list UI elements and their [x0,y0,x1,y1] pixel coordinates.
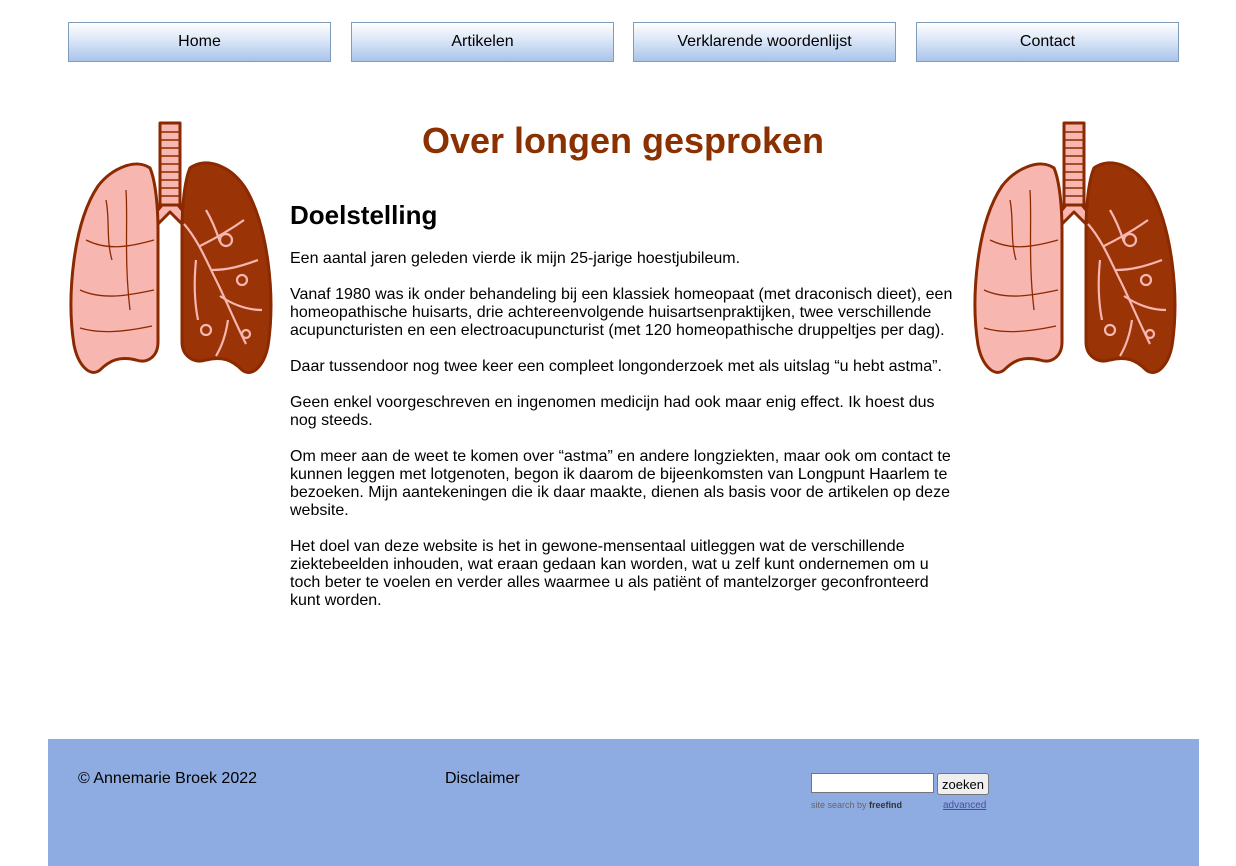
main-content [290,200,958,628]
copyright-text: © Annemarie Broek 2022 [78,770,258,787]
freefind-brand[interactable]: freefind [869,800,903,810]
paragraph-6: Het doel van deze website is het in gewone-mensentaal uitleggen wat de verschillende ziektebeelden inhouden, wat eraan gedaan kan worden, wat u zelf kunt ondernemen om u toch beter te voelen en verder alles waarmee u als patiënt of mantelzorger geconfronteerd kunt worden. [290,538,929,609]
section-heading: Doelstelling [290,200,438,230]
paragraph-4: Geen enkel voorgeschreven en ingenomen medicijn had ook maar enig effect. Ik hoest dus nog steeds. [290,394,935,429]
freefind-note-prefix: site search by [811,800,867,810]
advanced-search-link[interactable]: advanced [943,800,987,811]
lungs-image-right [970,120,1178,382]
page-title: Over longen gesproken [421,120,825,161]
search-input[interactable] [811,773,934,793]
paragraph-2: Vanaf 1980 was ik onder behandeling bij een klassiek homeopaat (met draconisch dieet), een homeopathische huisarts, drie achtereenvolgende huisartsenpraktijken, twee verschillende acupuncturisten en een electroacupuncturist (met 120 homeopathische druppeltjes per dag). [290,286,953,339]
main-nav [68,22,1179,62]
nav-contact[interactable]: Contact [916,22,1179,62]
nav-home[interactable]: Home [68,22,331,62]
nav-artikelen[interactable]: Artikelen [351,22,614,62]
footer [48,739,1199,866]
paragraph-5: Om meer aan de weet te komen over “astma” en andere longziekten, maar ook om contact te kunnen leggen met lotgenoten, begon ik daarom de bijeenkomsten van Longpunt Haarlem te bezoeken. Mijn aantekeningen die ik daar maakte, dienen als basis voor de artikelen op deze website. [290,448,951,519]
paragraph-1: Een aantal jaren geleden vierde ik mijn 25-jarige hoestjubileum. [290,250,741,267]
disclaimer-link[interactable]: Disclaimer [445,770,520,787]
search-button[interactable]: zoeken [937,773,989,795]
nav-woordenlijst[interactable]: Verklarende woordenlijst [633,22,896,62]
paragraph-3: Daar tussendoor nog twee keer een compleet longonderzoek met als uitslag “u hebt astma”. [290,358,942,375]
freefind-note [811,800,902,810]
lungs-image-left [66,120,274,382]
